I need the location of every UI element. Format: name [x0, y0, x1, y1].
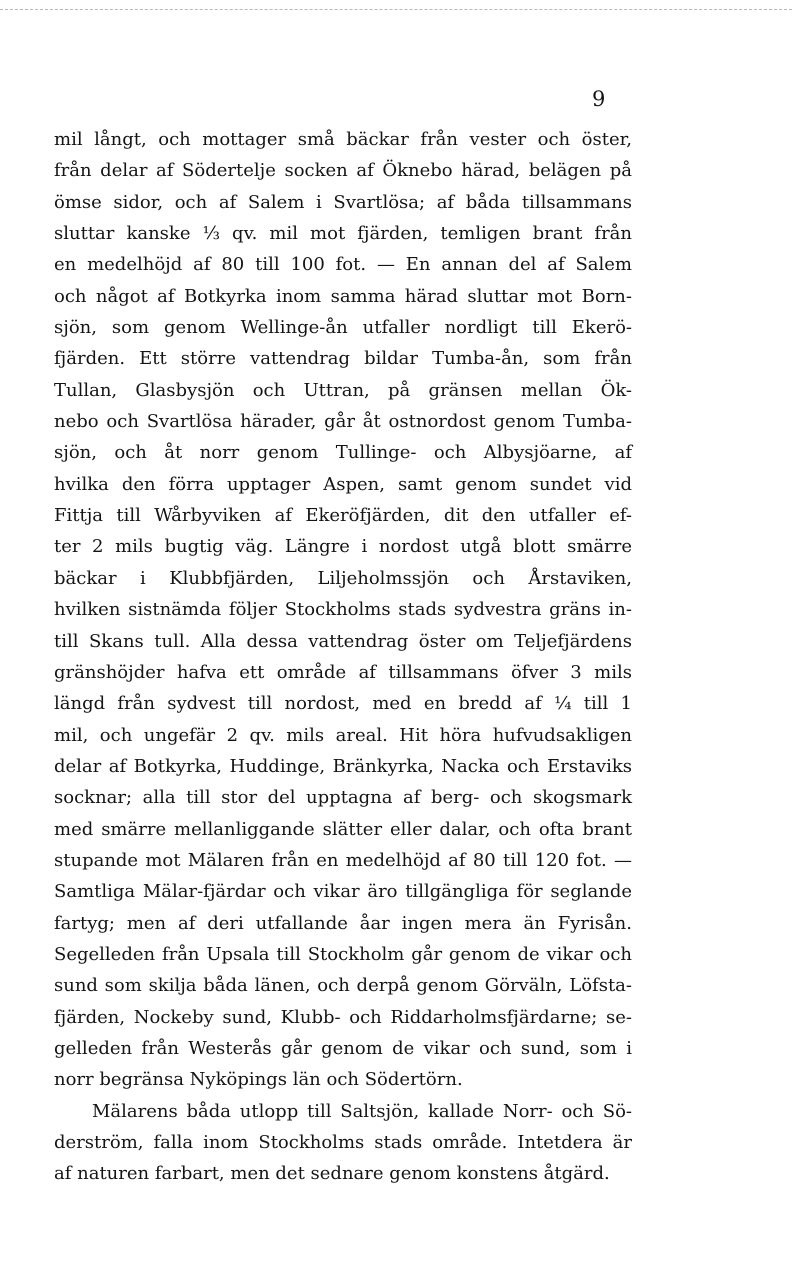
text-line: hvilka den förra upptager Aspen, samt genom sundet vid — [54, 473, 632, 495]
text-line: mil, och ungefär 2 qv. mils areal. Hit höra hufvudsakligen — [54, 724, 632, 746]
text-line: och något af Botkyrka inom samma härad sluttar mot Born- — [54, 285, 632, 307]
text-line: Mälarens båda utlopp till Saltsjön, kallade Norr- och Sö- — [92, 1100, 632, 1122]
text-line: fjärden, Nockeby sund, Klubb- och Riddarholmsfjärdarne; se- — [54, 1006, 632, 1028]
text-line: Samtliga Mälar-fjärdar och vikar äro tillgängliga för seglande — [54, 881, 632, 903]
text-line: nebo och Svartlösa härader, går åt ostnordost genom Tumba- — [54, 411, 632, 433]
text-line: af naturen farbart, men det sednare genom konstens åtgärd. — [54, 1163, 610, 1185]
text-line: fjärden. Ett större vattendrag bildar Tumba-ån, som från — [54, 348, 632, 370]
paragraph — [54, 124, 632, 1096]
text-line: längd från sydvest till nordost, med en bredd af ¼ till 1 — [54, 693, 632, 715]
text-line: till Skans tull. Alla dessa vattendrag öster om Teljefjärdens — [54, 630, 632, 652]
page-body-text — [54, 124, 632, 1190]
text-line: en medelhöjd af 80 till 100 fot. — En annan del af Salem — [54, 254, 632, 276]
text-line: ömse sidor, och af Salem i Svartlösa; af båda tillsammans — [54, 191, 632, 213]
page-top-edge — [0, 9, 792, 10]
text-line: socknar; alla till stor del upptagna af berg- och skogsmark — [54, 787, 632, 809]
text-line: mil långt, och mottager små bäckar från vester och öster, — [54, 129, 632, 150]
text-line: derström, falla inom Stockholms stads område. Intetdera är — [54, 1132, 632, 1153]
text-line: stupande mot Mälaren från en medelhöjd af 80 till 120 fot. — — [54, 849, 632, 871]
text-line: Segelleden från Upsala till Stockholm går genom de vikar och — [54, 943, 632, 965]
text-line: sjön, och åt norr genom Tullinge- och Albysjöarne, af — [54, 442, 632, 464]
text-line: sund som skilja båda länen, och derpå genom Görväln, Löfsta- — [54, 975, 632, 997]
text-line: gränshöjder hafva ett område af tillsammans öfver 3 mils — [54, 661, 632, 683]
text-line: fartyg; men af deri utfallande åar ingen mera än Fyrisån. — [54, 912, 632, 934]
text-line: ter 2 mils bugtig väg. Längre i nordost utgå blott smärre — [54, 536, 632, 558]
text-line: från delar af Södertelje socken af Öknebo härad, belägen på — [54, 160, 632, 182]
paragraph — [54, 1096, 632, 1190]
text-line: norr begränsa Nyköpings län och Södertörn. — [54, 1069, 463, 1091]
text-line: Tullan, Glasbysjön och Uttran, på gränsen mellan Ök- — [54, 379, 632, 401]
text-line: sjön, som genom Wellinge-ån utfaller nordligt till Ekerö- — [54, 317, 632, 339]
text-line: hvilken sistnämda följer Stockholms stads sydvestra gräns in- — [54, 599, 632, 621]
text-line: delar af Botkyrka, Huddinge, Bränkyrka, Nacka och Erstaviks — [54, 755, 632, 777]
text-line: bäckar i Klubbfjärden, Liljeholmssjön och Årstaviken, — [54, 567, 632, 589]
text-line: gelleden från Westerås går genom de vikar och sund, som i — [54, 1037, 632, 1059]
page-number: 9 — [592, 87, 606, 111]
text-line: Fittja till Wårbyviken af Ekeröfjärden, dit den utfaller ef- — [54, 505, 632, 527]
text-line: sluttar kanske ⅓ qv. mil mot fjärden, temligen brant från — [54, 223, 632, 245]
text-line: med smärre mellanliggande slätter eller dalar, och ofta brant — [54, 818, 632, 840]
